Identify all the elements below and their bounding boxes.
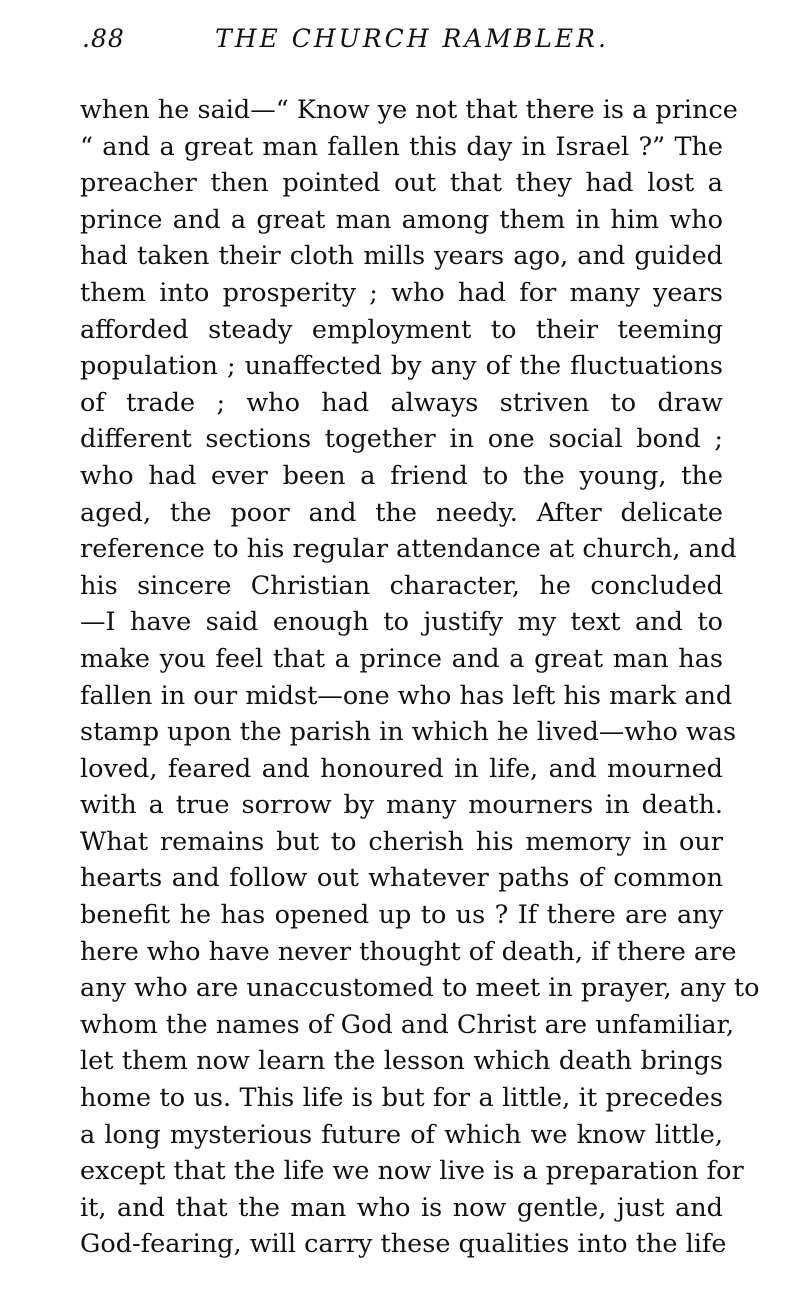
text-line: with a true sorrow by many mourners in death. (80, 790, 723, 821)
text-line: except that the life we now live is a preparation for (80, 1156, 744, 1187)
text-line: fallen in our midst—one who has left his mark and (80, 680, 733, 711)
text-line: stamp upon the parish in which he lived—who was (80, 717, 737, 748)
text-line: preacher then pointed out that they had lost a (80, 168, 723, 199)
text-line: let them now learn the lesson which death brings (80, 1046, 723, 1077)
page-number: .88 (82, 24, 125, 53)
text-line: afforded steady employment to their teeming (80, 314, 723, 345)
text-line: whom the names of God and Christ are unfamiliar, (80, 1009, 735, 1040)
text-line: benefit he has opened up to us ? If there are any (80, 900, 723, 931)
running-title: THE CHURCH RAMBLER. (215, 24, 609, 53)
text-line: What remains but to cherish his memory in our (80, 826, 723, 857)
text-line: different sections together in one social bond ; (80, 424, 723, 455)
text-line: had taken their cloth mills years ago, and guided (80, 241, 723, 272)
text-line: here who have never thought of death, if there are (80, 936, 737, 967)
text-line: population ; unaffected by any of the fluctuations (80, 351, 723, 382)
text-line: of trade ; who had always striven to draw (80, 387, 723, 418)
text-line: when he said—“ Know ye not that there is a prince (80, 95, 738, 125)
text-line: —I have said enough to justify my text and to (80, 607, 723, 638)
text-line: who had ever been a friend to the young, the (80, 460, 723, 491)
page-header (82, 24, 722, 64)
text-line: reference to his regular attendance at church, and (80, 534, 737, 565)
text-line: a long mysterious future of which we know little, (80, 1119, 723, 1150)
text-line: prince and a great man among them in him who (80, 204, 723, 235)
text-line: them into prosperity ; who had for many years (80, 277, 723, 308)
text-line: “ and a great man fallen this day in Israel ?” The (80, 131, 723, 162)
text-line: God-fearing, will carry these qualities into the life (80, 1229, 727, 1260)
text-line: home to us. This life is but for a little, it precedes (80, 1083, 723, 1114)
text-line: hearts and follow out whatever paths of common (80, 863, 723, 894)
text-line: it, and that the man who is now gentle, just and (80, 1192, 723, 1223)
text-line: any who are unaccustomed to meet in prayer, any to (80, 973, 760, 1004)
text-line: his sincere Christian character, he concluded (80, 570, 723, 601)
body-text (80, 92, 760, 1263)
text-line: aged, the poor and the needy. After delicate (80, 497, 723, 528)
text-line: loved, feared and honoured in life, and mourned (80, 753, 723, 784)
text-line: make you feel that a prince and a great man has (80, 643, 723, 674)
